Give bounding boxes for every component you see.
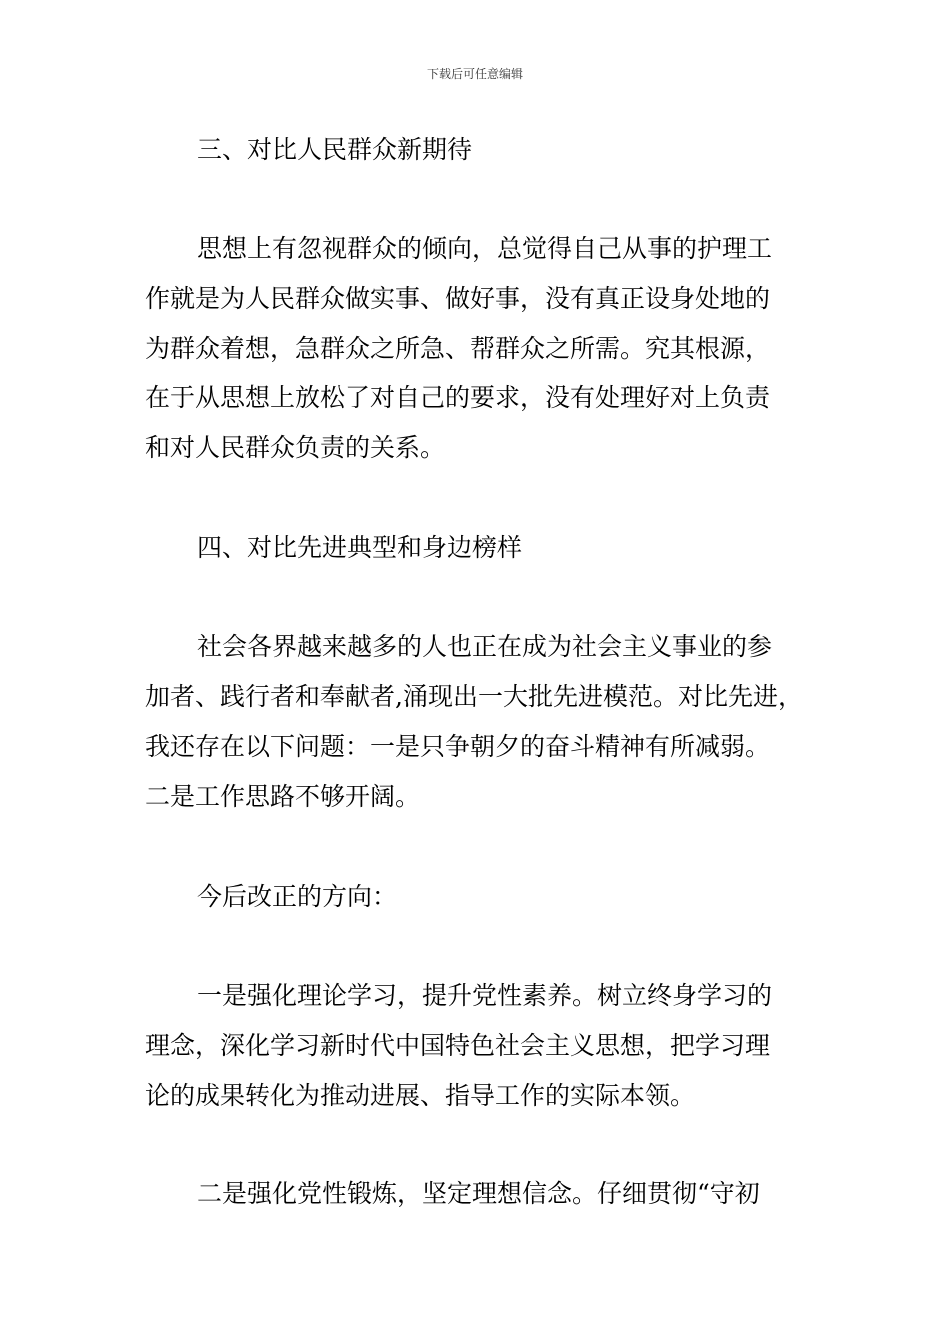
paragraph-line: 思想上有忽视群众的倾向，总觉得自己从事的护理工 — [197, 234, 773, 263]
paragraph-line: 论的成果转化为推动进展、指导工作的实际本领。 — [145, 1081, 696, 1110]
paragraph-line: 二是强化党性锻炼，坚定理想信念。仔细贯彻“守初 — [197, 1179, 760, 1208]
section-heading-3: 三、对比人民群众新期待 — [197, 135, 473, 164]
header-note: 下载后可任意编辑 — [426, 67, 523, 81]
paragraph-line: 在于从思想上放松了对自己的要求，没有处理好对上负责 — [145, 383, 771, 412]
section-heading-4: 四、对比先进典型和身边榜样 — [197, 533, 523, 562]
paragraph-line: 加者、践行者和奉献者,涌现出一大批先进模范。对比先进， — [145, 682, 803, 711]
paragraph-line: 作就是为人民群众做实事、做好事，没有真正设身处地的 — [145, 284, 771, 313]
paragraph-line: 我还存在以下问题：一是只争朝夕的奋斗精神有所减弱。 — [145, 732, 771, 761]
paragraph-line: 二是工作思路不够开阔。 — [145, 782, 421, 811]
paragraph-line: 和对人民群众负责的关系。 — [145, 433, 446, 462]
paragraph-line: 一是强化理论学习，提升党性素养。树立终身学习的 — [197, 981, 773, 1010]
paragraph-line: 为群众着想，急群众之所急、帮群众之所需。究其根源， — [145, 334, 771, 363]
paragraph-line: 社会各界越来越多的人也正在成为社会主义事业的参 — [197, 632, 773, 661]
subheading-direction: 今后改正的方向： — [197, 882, 398, 911]
paragraph-line: 理念，深化学习新时代中国特色社会主义思想，把学习理 — [145, 1031, 771, 1060]
